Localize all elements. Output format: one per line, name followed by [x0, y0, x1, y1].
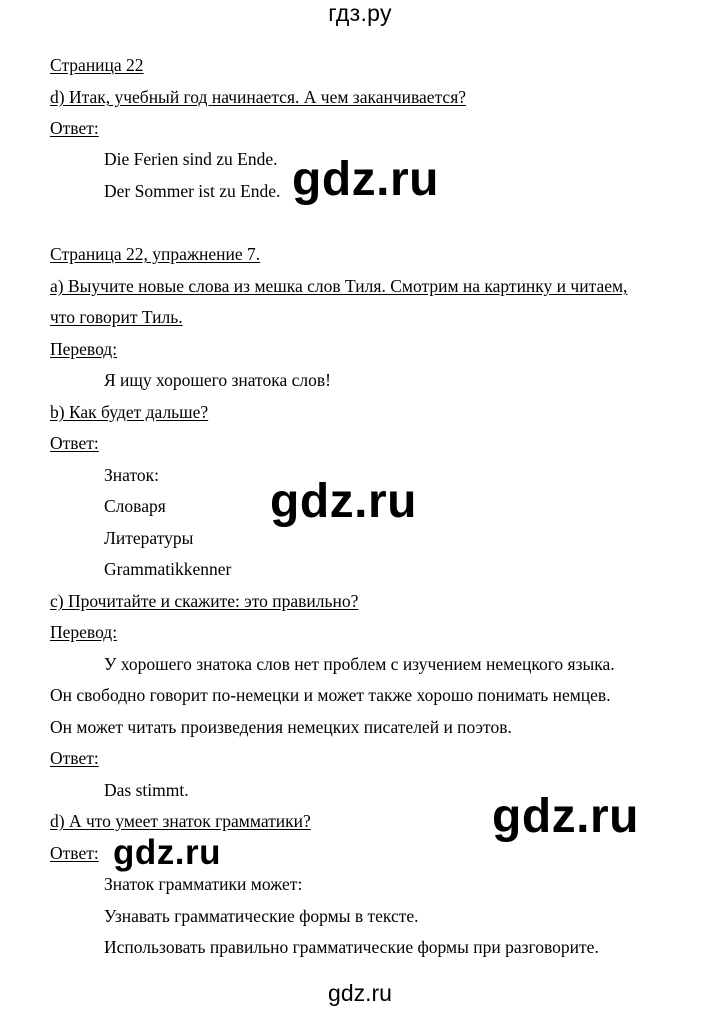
translation-paragraph-line: Он может читать произведения немецких писателей и поэтов. — [50, 717, 512, 737]
watermark: gdz.ru — [113, 833, 221, 872]
answer-label: Ответ: — [50, 748, 99, 768]
answer-line: Литературы — [104, 528, 194, 548]
answer-label: Ответ: — [50, 843, 99, 863]
exercise-reference: Страница 22, упражнение 7. — [50, 244, 261, 264]
answer-line: Der Sommer ist zu Ende. — [104, 181, 281, 201]
answer-line: Знаток грамматики может: — [104, 874, 303, 894]
task-a-line-2: что говорит Тиль. — [50, 307, 183, 327]
watermark: gdz.ru — [270, 475, 417, 528]
site-header: гдз.ру — [328, 0, 392, 26]
answer-label: Ответ: — [50, 433, 99, 453]
answer-line: Grammatikkenner — [104, 559, 232, 579]
translation-text: Я ищу хорошего знатока слов! — [104, 370, 331, 390]
task-d: d) А что умеет знаток грамматики? — [50, 811, 311, 831]
task-b: b) Как будет дальше? — [50, 402, 209, 422]
task-c: c) Прочитайте и скажите: это правильно? — [50, 591, 359, 611]
answer-line: Die Ferien sind zu Ende. — [104, 149, 278, 169]
site-footer: gdz.ru — [328, 980, 392, 1006]
answer-line: Использовать правильно грамматические формы при разговорите. — [104, 937, 599, 957]
translation-label: Перевод: — [50, 339, 118, 359]
watermark: gdz.ru — [292, 153, 439, 206]
page-reference: Страница 22 — [50, 55, 144, 75]
answer-line: Узнавать грамматические формы в тексте. — [104, 906, 419, 926]
answer-line: Das stimmt. — [104, 780, 189, 800]
translation-paragraph-line: У хорошего знатока слов нет проблем с изучением немецкого языка. — [104, 654, 615, 674]
translation-label: Перевод: — [50, 622, 118, 642]
answer-line: Словаря — [104, 496, 166, 516]
watermark: gdz.ru — [492, 790, 639, 843]
question-d: d) Итак, учебный год начинается. А чем заканчивается? — [50, 87, 467, 107]
answer-line: Знаток: — [104, 465, 159, 485]
translation-paragraph-line: Он свободно говорит по-немецки и может также хорошо понимать немцев. — [50, 685, 611, 705]
task-a-line-1: a) Выучите новые слова из мешка слов Тиля. Смотрим на картинку и читаем, — [50, 276, 628, 296]
answer-label: Ответ: — [50, 118, 99, 138]
